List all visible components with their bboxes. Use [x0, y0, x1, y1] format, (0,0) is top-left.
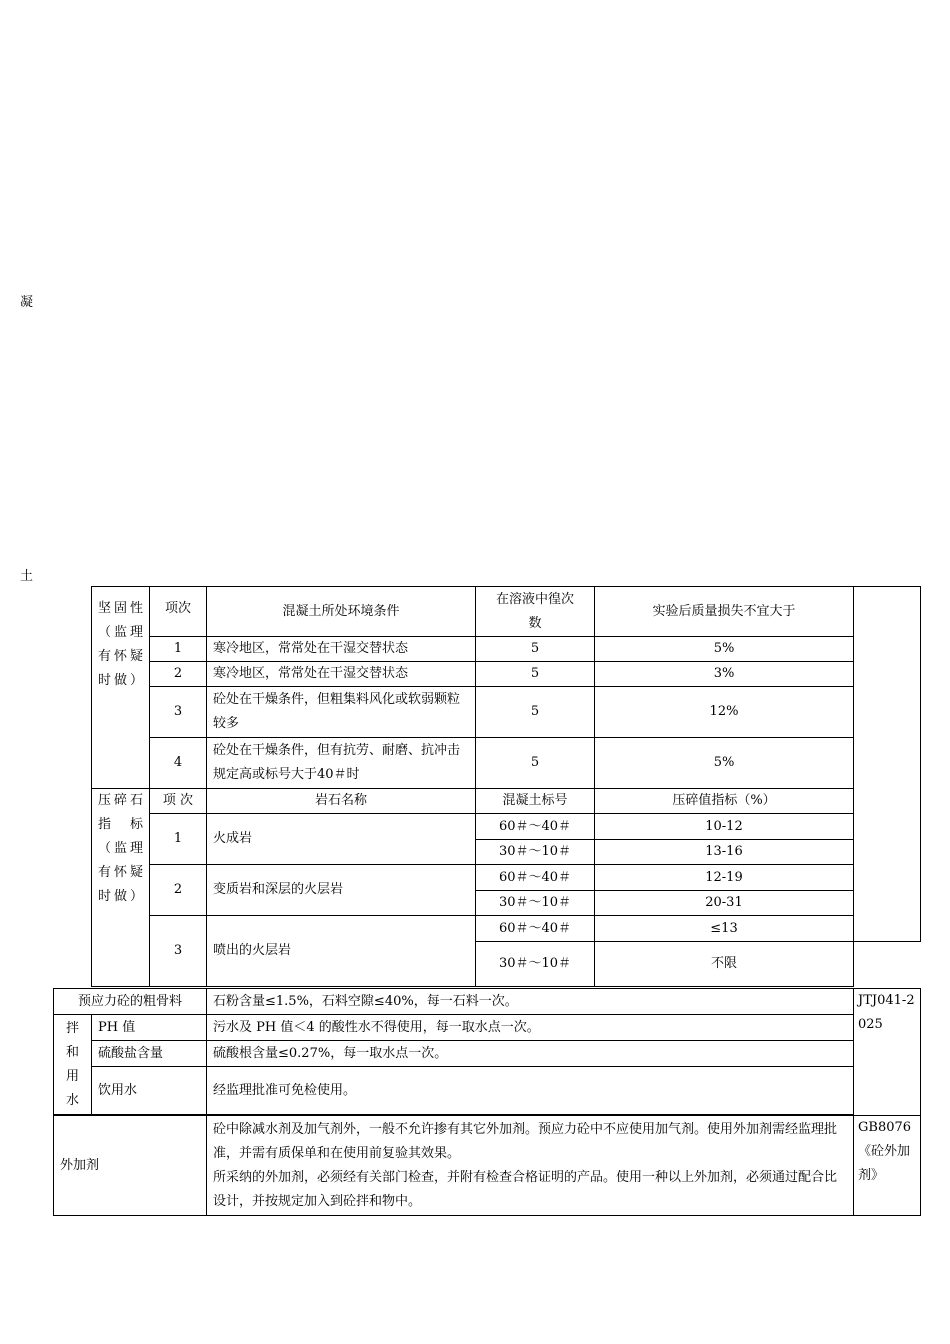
table-cell: 12%: [595, 687, 854, 738]
prestressed-label: 预应力砼的粗骨料: [54, 989, 207, 1015]
crushing-label: 压碎石指标（监理有怀疑时做）: [92, 789, 150, 987]
admixture-text-2: 所采纳的外加剂，必须经有关部门检查，并附有检查合格证明的产品。使用一种以上外加剂，必须通过配合比设计，并按规定加入到砼拌和物中。: [213, 1169, 838, 1209]
water-drinking-text: 经监理批准可免检使用。: [207, 1067, 854, 1115]
crushing-header-no: 项 次: [150, 789, 207, 814]
table-cell: 10-12: [595, 814, 854, 840]
water-label: 拌和用水: [54, 1015, 92, 1115]
admixture-text-1: 砼中除减水剂及加气剂外，一般不允许掺有其它外加剂。预应力砼中不应使用加气剂。使用外加剂需经监理批准，并需有质保单和在使用前复验其效果。: [213, 1121, 838, 1161]
table-cell: 不限: [595, 942, 854, 987]
table-cell: 5: [476, 687, 595, 738]
durability-label: 坚固性（监理有怀疑时做）: [92, 587, 150, 789]
table-cell: 30＃～10＃: [476, 840, 595, 865]
crushing-header-value: 压碎值指标（%）: [595, 789, 854, 814]
prestressed-standard: JTJ041-2025: [854, 989, 921, 1116]
admixture-standard: GB8076《砼外加剂》: [854, 1116, 921, 1216]
table-cell: 5%: [595, 738, 854, 789]
durability-header-condition: 混凝土所处环境条件: [207, 587, 476, 637]
table-cell: 1: [150, 637, 207, 662]
table-cell: 寒冷地区，常常处在干湿交替状态: [207, 637, 476, 662]
water-sulfate-text: 硫酸根含量≤0.27%，每一取水点一次。: [207, 1041, 854, 1067]
table-cell: 13-16: [595, 840, 854, 865]
water-ph-text: 污水及 PH 值＜4 的酸性水不得使用，每一取水点一次。: [207, 1015, 854, 1041]
table-cell: 60＃～40＃: [476, 814, 595, 840]
prestressed-text: 石粉含量≤1.5%，石料空隙≤40%，每一石料一次。: [207, 989, 854, 1015]
durability-header-loss: 实验后质量损失不宜大于: [595, 587, 854, 637]
water-ph-name: PH 值: [92, 1015, 207, 1041]
table-cell: 5: [476, 662, 595, 687]
water-sulfate-name: 硫酸盐含量: [92, 1041, 207, 1067]
table-cell: 砼处在干燥条件，但粗集料风化或软弱颗粒较多: [207, 687, 476, 738]
side-label-bottom: 土: [20, 569, 34, 584]
table-cell: 4: [150, 738, 207, 789]
table-cell: 火成岩: [207, 814, 476, 865]
table-cell: 5%: [595, 637, 854, 662]
table-cell: ≤13: [595, 916, 854, 942]
aggregate-table: [91, 586, 921, 987]
table-cell: 5: [476, 738, 595, 789]
table-cell: 寒冷地区，常常处在干湿交替状态: [207, 662, 476, 687]
table-cell: 2: [150, 865, 207, 916]
table-cell: 60＃～40＃: [476, 865, 595, 891]
table-cell: 砼处在干燥条件，但有抗劳、耐磨、抗冲击规定高或标号大于40＃时: [207, 738, 476, 789]
table-cell: 12-19: [595, 865, 854, 891]
durability-header-no: 项次: [150, 587, 207, 637]
table-cell: 变质岩和深层的火层岩: [207, 865, 476, 916]
table-cell: 5: [476, 637, 595, 662]
table-cell: 3: [150, 916, 207, 987]
crushing-header-grade: 混凝土标号: [476, 789, 595, 814]
table-cell: 2: [150, 662, 207, 687]
materials-table: [53, 988, 921, 1216]
table-cell: 30＃～10＃: [476, 942, 595, 987]
table-cell: 3: [150, 687, 207, 738]
table-cell: 20-31: [595, 891, 854, 916]
table-cell: 喷出的火层岩: [207, 916, 476, 987]
durability-header-cycles: 在溶液中徨次数: [476, 587, 595, 637]
table-cell: 3%: [595, 662, 854, 687]
crushing-header-rock: 岩石名称: [207, 789, 476, 814]
table-cell: 30＃～10＃: [476, 891, 595, 916]
table-cell: 60＃～40＃: [476, 916, 595, 942]
admixture-label: 外加剂: [54, 1116, 207, 1216]
standard-cell-blank: [854, 587, 921, 942]
side-label-top: 凝: [20, 295, 34, 310]
table-cell: 1: [150, 814, 207, 865]
admixture-text: [207, 1116, 854, 1216]
water-drinking-name: 饮用水: [92, 1067, 207, 1115]
